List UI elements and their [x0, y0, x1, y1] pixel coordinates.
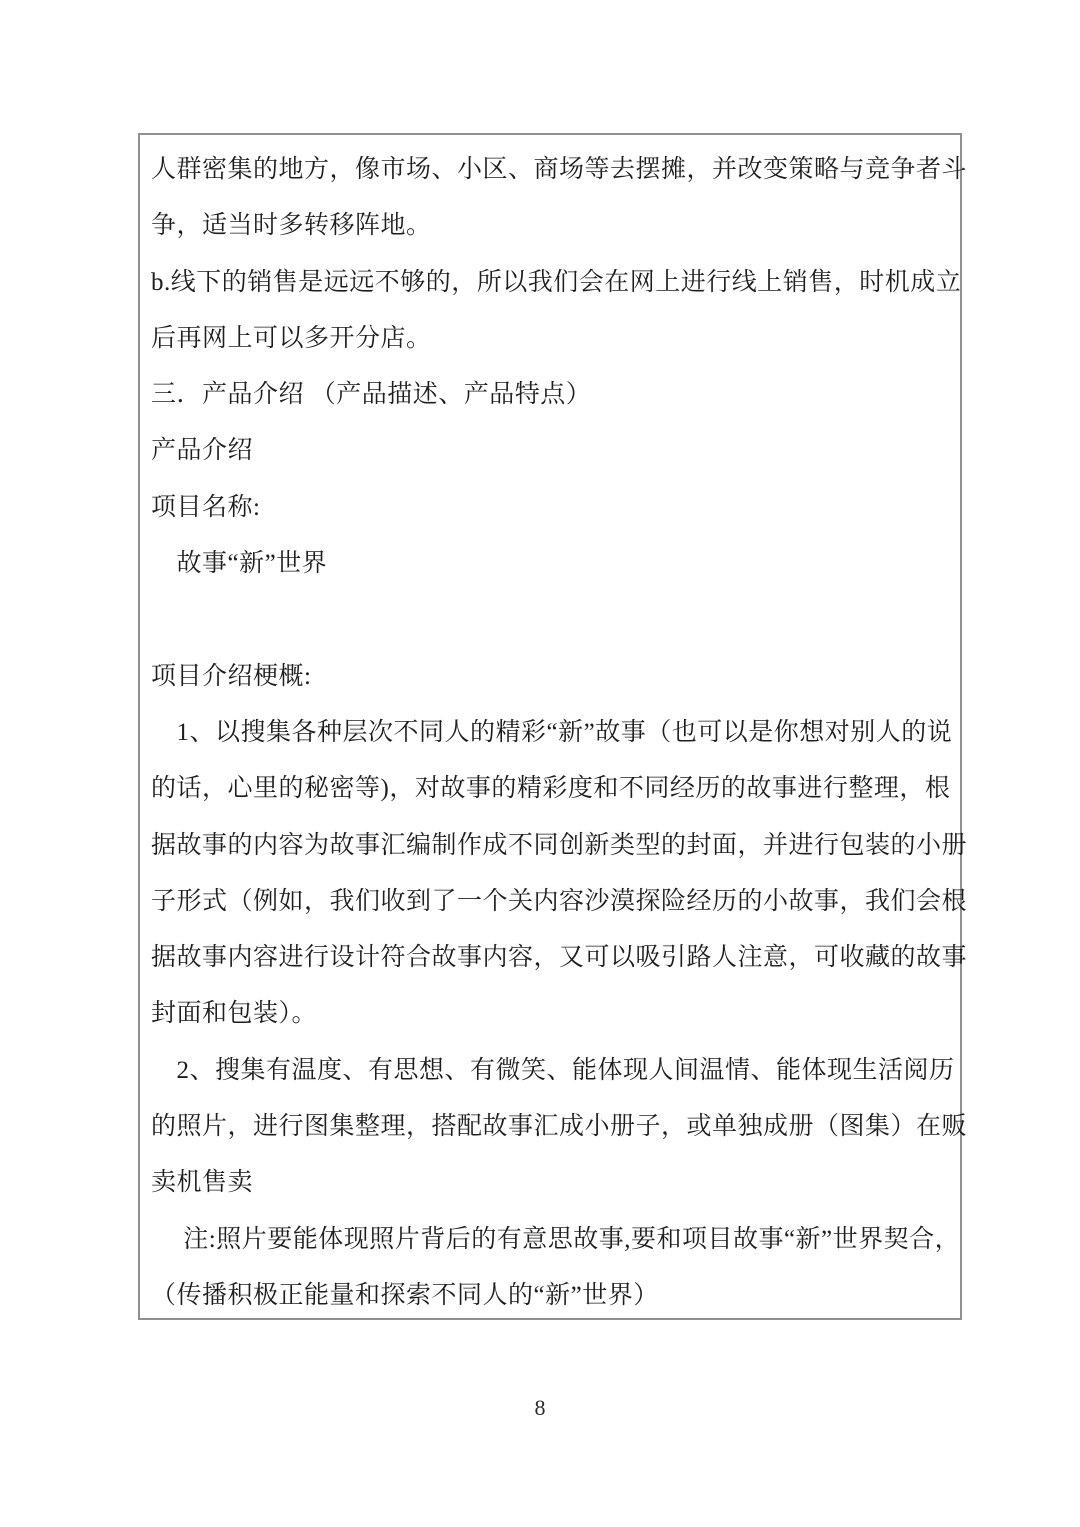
text-line — [151, 592, 952, 648]
text-line: 项目名称: — [151, 493, 261, 521]
text-line: 三．产品介绍 （产品描述、产品特点） — [151, 381, 592, 409]
page-number: 8 — [534, 1395, 546, 1420]
text-line: 项目介绍梗概: — [151, 662, 312, 690]
text-line: 卖机售卖 — [151, 1169, 254, 1197]
text-line: 产品介绍 — [151, 437, 254, 465]
text-line: 后再网上可以多开分店。 — [151, 324, 432, 352]
text-line: b.线下的销售是远远不够的，所以我们会在网上进行线上销售，时机成立 — [151, 268, 962, 296]
text-line: 封面和包装）。 — [151, 1000, 318, 1028]
table-cell-border — [138, 133, 968, 1320]
text-line: 故事“新”世界 — [151, 550, 328, 578]
text-line: （传播积极正能量和探索不同人的“新”世界） — [151, 1281, 659, 1309]
text-line: 子形式（例如，我们收到了一个关内容沙漠探险经历的小故事，我们会根 — [151, 887, 968, 915]
document-lines — [140, 135, 968, 1324]
text-line: 的话，心里的秘密等)，对故事的精彩度和不同经历的故事进行整理，根 — [151, 775, 951, 803]
text-line: 争，适当时多转移阵地。 — [151, 212, 432, 240]
text-line: 据故事的内容为故事汇编制作成不同创新类型的封面，并进行包装的小册 — [151, 831, 968, 859]
text-line: 人群密集的地方，像市场、小区、商场等去摆摊，并改变策略与竞争者斗 — [151, 156, 968, 183]
text-line: 1、以搜集各种层次不同人的精彩“新”故事（也可以是你想对别人的说 — [151, 718, 953, 746]
text-line: 2、搜集有温度、有思想、有微笑、能体现人间温情、能体现生活阅历 — [151, 1056, 955, 1084]
text-line: 注:照片要能体现照片背后的有意思故事,要和项目故事“新”世界契合， — [151, 1225, 961, 1253]
text-line: 据故事内容进行设计符合故事内容，又可以吸引路人注意，可收藏的故事 — [151, 944, 968, 972]
text-line: 的照片，进行图集整理，搭配故事汇成小册子，或单独成册（图集）在贩 — [151, 1113, 968, 1141]
